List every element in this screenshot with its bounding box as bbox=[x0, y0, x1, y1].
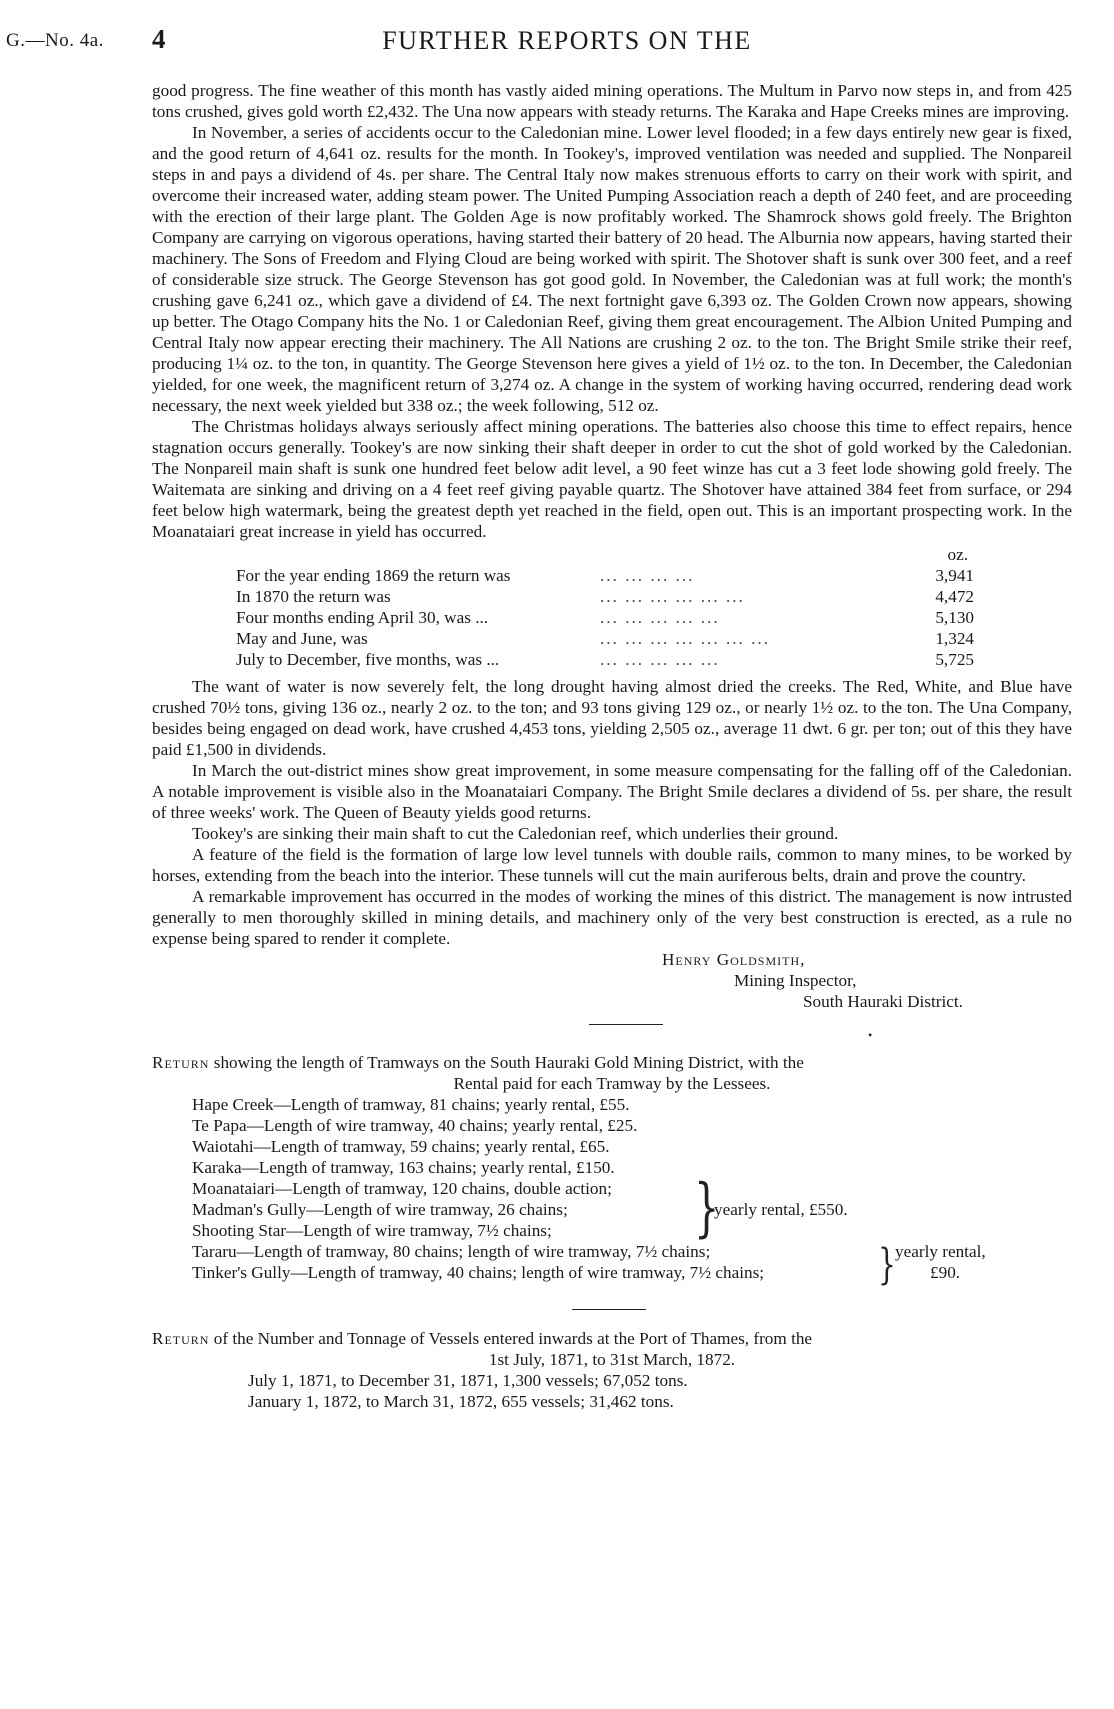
group-rental-label: yearly rental, bbox=[895, 1242, 986, 1261]
yield-label: For the year ending 1869 the return was bbox=[236, 566, 511, 585]
leader-dots: ... ... ... ... bbox=[600, 566, 695, 585]
page-number: 4 bbox=[152, 24, 166, 54]
document-reference: G.—No. 4a. bbox=[6, 30, 104, 51]
tramway-return-heading bbox=[152, 1052, 1072, 1094]
tramway-entry: Waiotahi—Length of tramway, 59 chains; yearly rental, £65. bbox=[192, 1137, 610, 1156]
leader-dots: ... ... ... ... ... ... bbox=[600, 587, 745, 606]
paragraph: In November, a series of accidents occur to the Caledonian mine. Lower level flooded; in a few days entirely new gear is fixed, and the good return of 4,641 oz. results for the month. In Tookey's, improved ventilation was needed and supplied. The Nonpareil steps in and pays a dividend of 4s. per share. The Central Italy now makes strenuous efforts to carry on their work with spirit, and overcome their increased water, adding steam power. The United Pumping Association reach a depth of 240 feet, and are proceeding with the erection of their large plant. The Golden Age is now profitably worked. The Shamrock shows gold freely. The Brighton Company are carrying on vigorous operations, having started their battery of 20 head. The Alburnia now appears, having started their machinery. The Sons of Freedom and Flying Cloud are being worked with spirit. The Shotover shaft is sunk over 300 feet, and a reef of considerable size struck. The George Stevenson has got good gold. In November, the Caledonian was at full work; the month's crushing gave 6,241 oz., which gave a dividend of £4. The next fortnight gave 6,393 oz. The Golden Crown now appears, showing up better. The Otago Company hits the No. 1 or Caledonian Reef, giving them great encouragement. The Albion United Pumping and Central Italy now appear erecting their machinery. The All Nations are crushing 2 oz. to the ton. The Bright Smile strike their reef, producing 1¼ oz. to the ton, in quantity. The George Stevenson here gives a yield of 1½ oz. to the ton. In December, the Caledonian yielded, for one week, the magnificent return of 3,274 oz. A change in the system of working having occurred, rendering dead work necessary, the next week yielded but 338 oz.; the week following, 512 oz. bbox=[152, 123, 1072, 415]
yield-unit: oz. bbox=[947, 545, 968, 564]
tramway-entry: Shooting Star—Length of wire tramway, 7½ chains; bbox=[192, 1221, 552, 1240]
paragraph: A remarkable improvement has occurred in the modes of working the mines of this district. The management is now intrusted generally to men thoroughly skilled in mining details, and machinery only of the very best construction is erected, as a rule no expense being spared to render it complete. bbox=[152, 887, 1072, 948]
yield-row bbox=[236, 628, 974, 649]
yield-value: 1,324 bbox=[935, 629, 974, 648]
group-rental: yearly rental, £550. bbox=[714, 1200, 848, 1219]
tramway-entry: Tinker's Gully—Length of tramway, 40 chains; length of wire tramway, 7½ chains; bbox=[192, 1263, 765, 1282]
paragraph: A feature of the field is the formation of large low level tunnels with double rails, common to many mines, to be worked by horses, extending from the beach into the interior. These tunnels will cut the main auriferous belts, drain and prove the country. bbox=[152, 845, 1072, 885]
tramway-entry: Te Papa—Length of wire tramway, 40 chains; yearly rental, £25. bbox=[192, 1116, 638, 1135]
tramway-list bbox=[192, 1094, 1072, 1289]
paragraph: good progress. The fine weather of this month has vastly aided mining operations. The Multum in Parvo now steps in, and from 425 tons crushed, gives gold worth £2,432. The Una now appears with steady returns. The Karaka and Hape Creeks mines are improving. bbox=[152, 81, 1072, 121]
tramway-group-2 bbox=[192, 1239, 1072, 1289]
yield-value: 3,941 bbox=[935, 566, 974, 585]
vessel-entry: January 1, 1872, to March 31, 1872, 655 vessels; 31,462 tons. bbox=[248, 1392, 674, 1411]
tramway-entry: Moanataiari—Length of tramway, 120 chains, double action; bbox=[192, 1179, 612, 1198]
paragraph: Tookey's are sinking their main shaft to cut the Caledonian reef, which underlies their ground. bbox=[192, 824, 839, 843]
group-rental-amount: £90. bbox=[930, 1263, 961, 1282]
right-brace-icon: } bbox=[694, 1171, 720, 1245]
tramway-heading-line2: Rental paid for each Tramway by the Lessees. bbox=[453, 1074, 771, 1093]
yield-label: July to December, five months, was ... bbox=[236, 650, 500, 669]
section-divider bbox=[572, 1309, 646, 1310]
report-body bbox=[152, 80, 1072, 1412]
return-lead: Return bbox=[152, 1053, 210, 1072]
signatory-role: Mining Inspector, bbox=[734, 971, 857, 990]
yield-label: May and June, was bbox=[236, 629, 368, 648]
yield-row bbox=[236, 649, 974, 670]
signatory-district: South Hauraki District. bbox=[803, 992, 963, 1011]
yield-row bbox=[236, 607, 974, 628]
tramway-heading-text: showing the length of Tramways on the South Hauraki Gold Mining District, with the bbox=[209, 1053, 804, 1072]
yield-value: 5,725 bbox=[935, 650, 974, 669]
vessel-heading-text: of the Number and Tonnage of Vessels entered inwards at the Port of Thames, from the bbox=[209, 1329, 813, 1348]
paragraph: In March the out-district mines show great improvement, in some measure compensating for the falling off of the Caledonian. A notable improvement is visible also in the Moanataiari Company. The Bright Smile declares a dividend of 5s. per share, the result of three weeks' work. The Queen of Beauty yields good returns. bbox=[152, 761, 1072, 822]
tramway-entry: Madman's Gully—Length of wire tramway, 26 chains; bbox=[192, 1200, 568, 1219]
tramway-entry: Karaka—Length of tramway, 163 chains; yearly rental, £150. bbox=[192, 1158, 615, 1177]
paragraph: The want of water is now severely felt, the long drought having almost dried the creeks. The Red, White, and Blue have crushed 70½ tons, giving 136 oz., nearly 2 oz. to the ton; and 93 tons giving 129 oz., or nearly 1½ oz. to the ton. The Una Company, besides being engaged on dead work, have crushed 4,453 tons, yielding 2,505 oz., average 11 dwt. 6 gr. per ton; out of this they have paid £1,500 in dividends. bbox=[152, 677, 1072, 759]
paragraph: The Christmas holidays always seriously affect mining operations. The batteries also choose this time to effect repairs, hence stagnation occurs generally. Tookey's are now sinking their shaft deeper in order to cut the shot of gold worked by the Caledonian. The Nonpareil main shaft is sunk one hundred feet below adit level, a 90 feet winze has cut a 3 feet lode showing gold freely. The Waitemata are sinking and driving on a 4 feet reef giving payable quartz. The Shotover have attained 384 feet from surface, or 294 feet below high watermark, being the greatest depth yet reached in the field, open out. This is an important prospecting work. In the Moanataiari great increase in yield has occurred. bbox=[152, 417, 1072, 541]
section-divider bbox=[589, 1024, 663, 1025]
tramway-entry: Hape Creek—Length of tramway, 81 chains; yearly rental, £55. bbox=[192, 1095, 630, 1114]
vessel-list bbox=[248, 1370, 1072, 1412]
signature-block bbox=[662, 949, 1072, 1012]
vessel-return-heading bbox=[152, 1328, 1072, 1370]
leader-dots: ... ... ... ... ... ... ... bbox=[600, 629, 771, 648]
running-title: FURTHER REPORTS ON THE bbox=[382, 26, 752, 55]
vessel-heading-line2: 1st July, 1871, to 31st March, 1872. bbox=[488, 1350, 736, 1369]
tramway-entry: Tararu—Length of tramway, 80 chains; length of wire tramway, 7½ chains; bbox=[192, 1242, 711, 1261]
return-lead: Return bbox=[152, 1329, 210, 1348]
leader-dots: ... ... ... ... ... bbox=[600, 608, 720, 627]
yield-value: 5,130 bbox=[935, 608, 974, 627]
yield-table bbox=[236, 544, 974, 670]
stray-mark: • bbox=[868, 1028, 873, 1042]
page-header bbox=[0, 24, 1114, 60]
yield-row bbox=[236, 565, 974, 586]
leader-dots: ... ... ... ... ... bbox=[600, 650, 720, 669]
right-brace-icon: } bbox=[878, 1239, 896, 1289]
tramway-group-1 bbox=[192, 1171, 1072, 1245]
yield-value: 4,472 bbox=[935, 587, 974, 606]
yield-label: In 1870 the return was bbox=[236, 587, 391, 606]
signatory-name: Henry Goldsmith, bbox=[662, 950, 806, 969]
vessel-entry: July 1, 1871, to December 31, 1871, 1,300 vessels; 67,052 tons. bbox=[248, 1371, 688, 1390]
yield-label: Four months ending April 30, was ... bbox=[236, 608, 489, 627]
yield-row bbox=[236, 586, 974, 607]
